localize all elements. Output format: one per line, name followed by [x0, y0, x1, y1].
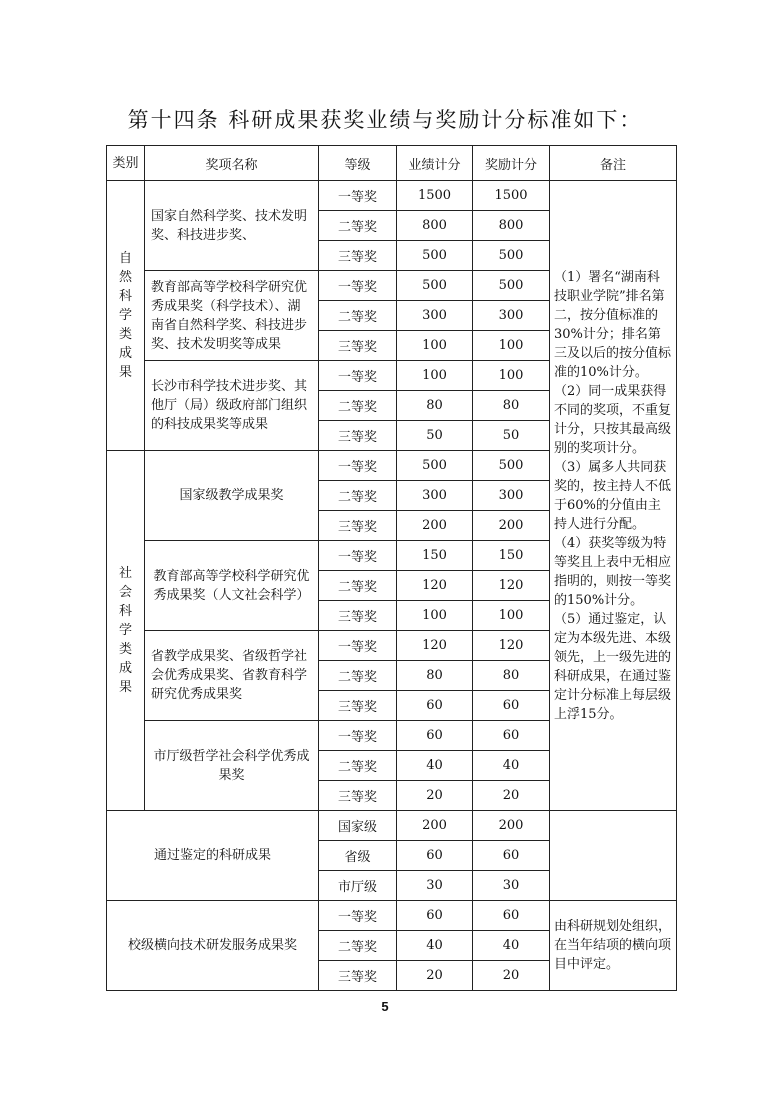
level-cell: 二等奖 — [319, 661, 397, 691]
level-cell: 一等奖 — [319, 451, 397, 481]
reward-score-cell: 20 — [473, 781, 550, 811]
header-category: 类别 — [107, 146, 145, 181]
performance-score-cell: 30 — [397, 871, 473, 901]
level-cell: 一等奖 — [319, 721, 397, 751]
level-cell: 二等奖 — [319, 571, 397, 601]
award-name: 教育部高等学校科学研究优秀成果奖（人文社会科学） — [145, 541, 319, 631]
performance-score-cell: 20 — [397, 961, 473, 991]
header-level: 等级 — [319, 146, 397, 181]
level-cell: 一等奖 — [319, 181, 397, 211]
award-name: 国家自然科学奖、技术发明奖、科技进步奖、 — [145, 181, 319, 271]
reward-score-cell: 80 — [473, 661, 550, 691]
reward-score-cell: 120 — [473, 571, 550, 601]
reward-score-cell: 1500 — [473, 181, 550, 211]
level-cell: 一等奖 — [319, 361, 397, 391]
level-cell: 一等奖 — [319, 271, 397, 301]
remark-item: （1）署名“湖南科技职业学院”排名第二，按分值标准的30%计分；排名第三及以后的按分值标准的10%计分。 — [554, 269, 672, 380]
remark-item: （4）获奖等级为特等奖且上表中无相应指明的，则按一等奖的150%计分。 — [554, 535, 672, 608]
page-title: 第十四条 科研成果获奖业绩与奖励计分标准如下： — [127, 108, 643, 132]
performance-score-cell: 20 — [397, 781, 473, 811]
performance-score-cell: 100 — [397, 331, 473, 361]
performance-score-cell: 120 — [397, 631, 473, 661]
performance-score-cell: 120 — [397, 571, 473, 601]
level-cell: 三等奖 — [319, 241, 397, 271]
level-cell: 三等奖 — [319, 601, 397, 631]
performance-score-cell: 60 — [397, 841, 473, 871]
level-cell: 一等奖 — [319, 631, 397, 661]
reward-score-cell: 60 — [473, 841, 550, 871]
reward-score-cell: 100 — [473, 361, 550, 391]
reward-score-cell: 300 — [473, 481, 550, 511]
award-name: 长沙市科学技术进步奖、其他厅（局）级政府部门组织的科技成果奖等成果 — [145, 361, 319, 451]
reward-score-cell: 60 — [473, 691, 550, 721]
performance-score-cell: 50 — [397, 421, 473, 451]
reward-score-cell: 100 — [473, 331, 550, 361]
remarks-horizontal: 由科研规划处组织，在当年结项的横向项目中评定。 — [550, 901, 677, 991]
remark-item: （5）通过鉴定，认定为本级先进、本级领先，上一级先进的科研成果，在通过鉴定计分标准上每层级上浮15分。 — [554, 611, 672, 722]
reward-score-cell: 500 — [473, 451, 550, 481]
reward-score-cell: 500 — [473, 271, 550, 301]
performance-score-cell: 1500 — [397, 181, 473, 211]
award-name: 教育部高等学校科学研究优秀成果奖（科学技术）、湖南省自然科学奖、科技进步奖、技术发明奖等成果 — [145, 271, 319, 361]
level-cell: 二等奖 — [319, 931, 397, 961]
reward-score-cell: 100 — [473, 601, 550, 631]
level-cell: 三等奖 — [319, 691, 397, 721]
page-number: 5 — [381, 999, 389, 1014]
performance-score-cell: 300 — [397, 481, 473, 511]
performance-score-cell: 80 — [397, 391, 473, 421]
level-cell: 一等奖 — [319, 901, 397, 931]
level-cell: 一等奖 — [319, 541, 397, 571]
remark-item: （3）属多人共同获奖的，按主持人不低于60%的分值由主持人进行分配。 — [554, 459, 672, 532]
level-cell: 三等奖 — [319, 331, 397, 361]
level-cell: 二等奖 — [319, 391, 397, 421]
level-cell: 省级 — [319, 841, 397, 871]
performance-score-cell: 800 — [397, 211, 473, 241]
performance-score-cell: 100 — [397, 361, 473, 391]
performance-score-cell: 500 — [397, 271, 473, 301]
award-name: 国家级教学成果奖 — [145, 451, 319, 541]
performance-score-cell: 500 — [397, 451, 473, 481]
reward-score-cell: 80 — [473, 391, 550, 421]
reward-score-cell: 300 — [473, 301, 550, 331]
category-natural-science: 自 然 科 学 类 成 果 — [107, 181, 145, 451]
performance-score-cell: 100 — [397, 601, 473, 631]
reward-score-cell: 120 — [473, 631, 550, 661]
award-name: 校级横向技术研发服务成果奖 — [107, 901, 319, 991]
performance-score-cell: 60 — [397, 691, 473, 721]
remarks-main — [550, 181, 677, 811]
header-reward-score: 奖励计分 — [473, 146, 550, 181]
performance-score-cell: 200 — [397, 811, 473, 841]
reward-score-cell: 500 — [473, 241, 550, 271]
reward-score-cell: 800 — [473, 211, 550, 241]
level-cell: 国家级 — [319, 811, 397, 841]
remarks-empty — [550, 811, 677, 901]
header-row — [107, 146, 677, 181]
remark-item: （2）同一成果获得不同的奖项，不重复计分，只按其最高级别的奖项计分。 — [554, 383, 672, 456]
performance-score-cell: 150 — [397, 541, 473, 571]
reward-score-cell: 200 — [473, 811, 550, 841]
level-cell: 三等奖 — [319, 781, 397, 811]
scoring-table — [106, 145, 677, 991]
table-row — [107, 901, 677, 931]
reward-score-cell: 200 — [473, 511, 550, 541]
performance-score-cell: 500 — [397, 241, 473, 271]
level-cell: 三等奖 — [319, 421, 397, 451]
reward-score-cell: 20 — [473, 961, 550, 991]
reward-score-cell: 150 — [473, 541, 550, 571]
header-remarks: 备注 — [550, 146, 677, 181]
award-name: 省教学成果奖、省级哲学社会优秀成果奖、省教育科学研究优秀成果奖 — [145, 631, 319, 721]
reward-score-cell: 40 — [473, 931, 550, 961]
reward-score-cell: 40 — [473, 751, 550, 781]
performance-score-cell: 40 — [397, 931, 473, 961]
level-cell: 三等奖 — [319, 961, 397, 991]
award-name: 通过鉴定的科研成果 — [107, 811, 319, 901]
performance-score-cell: 200 — [397, 511, 473, 541]
performance-score-cell: 300 — [397, 301, 473, 331]
table-row — [107, 181, 677, 211]
category-social-science: 社 会 科 学 类 成 果 — [107, 451, 145, 811]
level-cell: 二等奖 — [319, 301, 397, 331]
performance-score-cell: 40 — [397, 751, 473, 781]
level-cell: 三等奖 — [319, 511, 397, 541]
performance-score-cell: 80 — [397, 661, 473, 691]
level-cell: 二等奖 — [319, 211, 397, 241]
award-name: 市厅级哲学社会科学优秀成果奖 — [145, 721, 319, 811]
table-row — [107, 811, 677, 841]
reward-score-cell: 60 — [473, 901, 550, 931]
reward-score-cell: 50 — [473, 421, 550, 451]
performance-score-cell: 60 — [397, 901, 473, 931]
level-cell: 二等奖 — [319, 751, 397, 781]
reward-score-cell: 60 — [473, 721, 550, 751]
performance-score-cell: 60 — [397, 721, 473, 751]
level-cell: 市厅级 — [319, 871, 397, 901]
reward-score-cell: 30 — [473, 871, 550, 901]
header-performance-score: 业绩计分 — [397, 146, 473, 181]
level-cell: 二等奖 — [319, 481, 397, 511]
header-award-name: 奖项名称 — [145, 146, 319, 181]
